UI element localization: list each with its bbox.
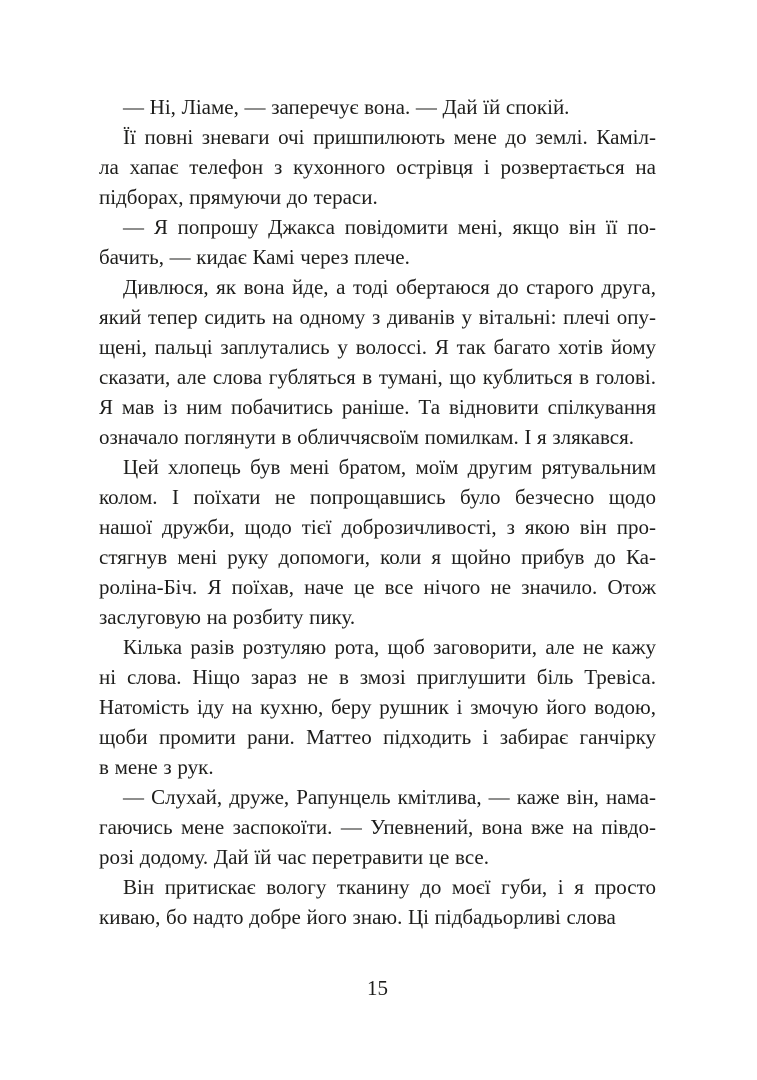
text-line: Я мав із ним побачитись раніше. Та відновити спілкування [99,395,656,419]
text-line: — Ні, Ліаме, — заперечує вона. — Дай їй спокій. [123,95,570,119]
text-line: киваю, бо надто добре його знаю. Ці підбадьорливі слова [99,905,616,929]
paragraph [99,872,656,932]
text-line: ні слова. Ніщо зараз не в змозі приглушити біль Тревіса. [99,665,656,689]
text-line: Натомість іду на кухню, беру рушник і змочую його водою, [99,695,656,719]
paragraph [99,782,656,872]
text-line: Її повні зневаги очі пришпилюють мене до землі. Каміл- [123,125,656,149]
text-line: означало поглянути в обличчясвоїм помилкам. І я злякався. [99,425,635,449]
paragraph [99,122,656,212]
text-line: ла хапає телефон з кухонного острівця і розвертається на [99,155,656,179]
paragraph [99,212,656,272]
page-text [99,92,656,932]
text-line: Цей хлопець був мені братом, моїм другим рятувальним [123,455,656,479]
paragraph [99,632,656,782]
text-line: Кілька разів розтуляю рота, щоб заговорити, але не кажу [123,635,656,659]
text-line: щоби промити рани. Маттео підходить і забирає ганчірку [99,725,656,749]
page-footer [99,974,656,1002]
text-line: Дивлюся, як вона йде, а тоді обертаюся до старого друга, [123,275,656,299]
paragraph [99,92,656,122]
text-line: підборах, прямуючи до тераси. [99,185,378,209]
text-line: заслуговую на розбиту пику. [99,605,356,629]
page-number: 15 [367,976,388,1000]
text-line: Він притискає вологу тканину до моєї губи, і я просто [123,875,656,899]
text-line: бачить, — кидає Камі через плече. [99,245,410,269]
text-line: стягнув мені руку допомоги, коли я щойно прибув до Ка- [99,545,656,569]
text-line: щені, пальці заплутались у волоссі. Я так багато хотів йому [99,335,656,359]
paragraph [99,272,656,452]
text-line: в мене з рук. [99,755,214,779]
text-line: роліна-Біч. Я поїхав, наче це все нічого не значило. Отож [99,575,656,599]
text-line: гаючись мене заспокоїти. — Упевнений, вона вже на півдо- [99,815,656,839]
text-line: нашої дружби, щодо тієї доброзичливості, з якою він про- [99,515,656,539]
text-line: розі додому. Дай їй час перетравити це все. [99,845,489,869]
text-line: який тепер сидить на одному з диванів у вітальні: плечі опу- [99,305,656,329]
text-line: — Я попрошу Джакса повідомити мені, якщо він її по- [123,215,656,239]
paragraph [99,452,656,632]
text-line: колом. І поїхати не попрощавшись було безчесно щодо [99,485,656,509]
text-line: сказати, але слова губляться в тумані, що кублиться в голові. [99,365,656,389]
text-line: — Слухай, друже, Рапунцель кмітлива, — каже він, нама- [123,785,656,809]
